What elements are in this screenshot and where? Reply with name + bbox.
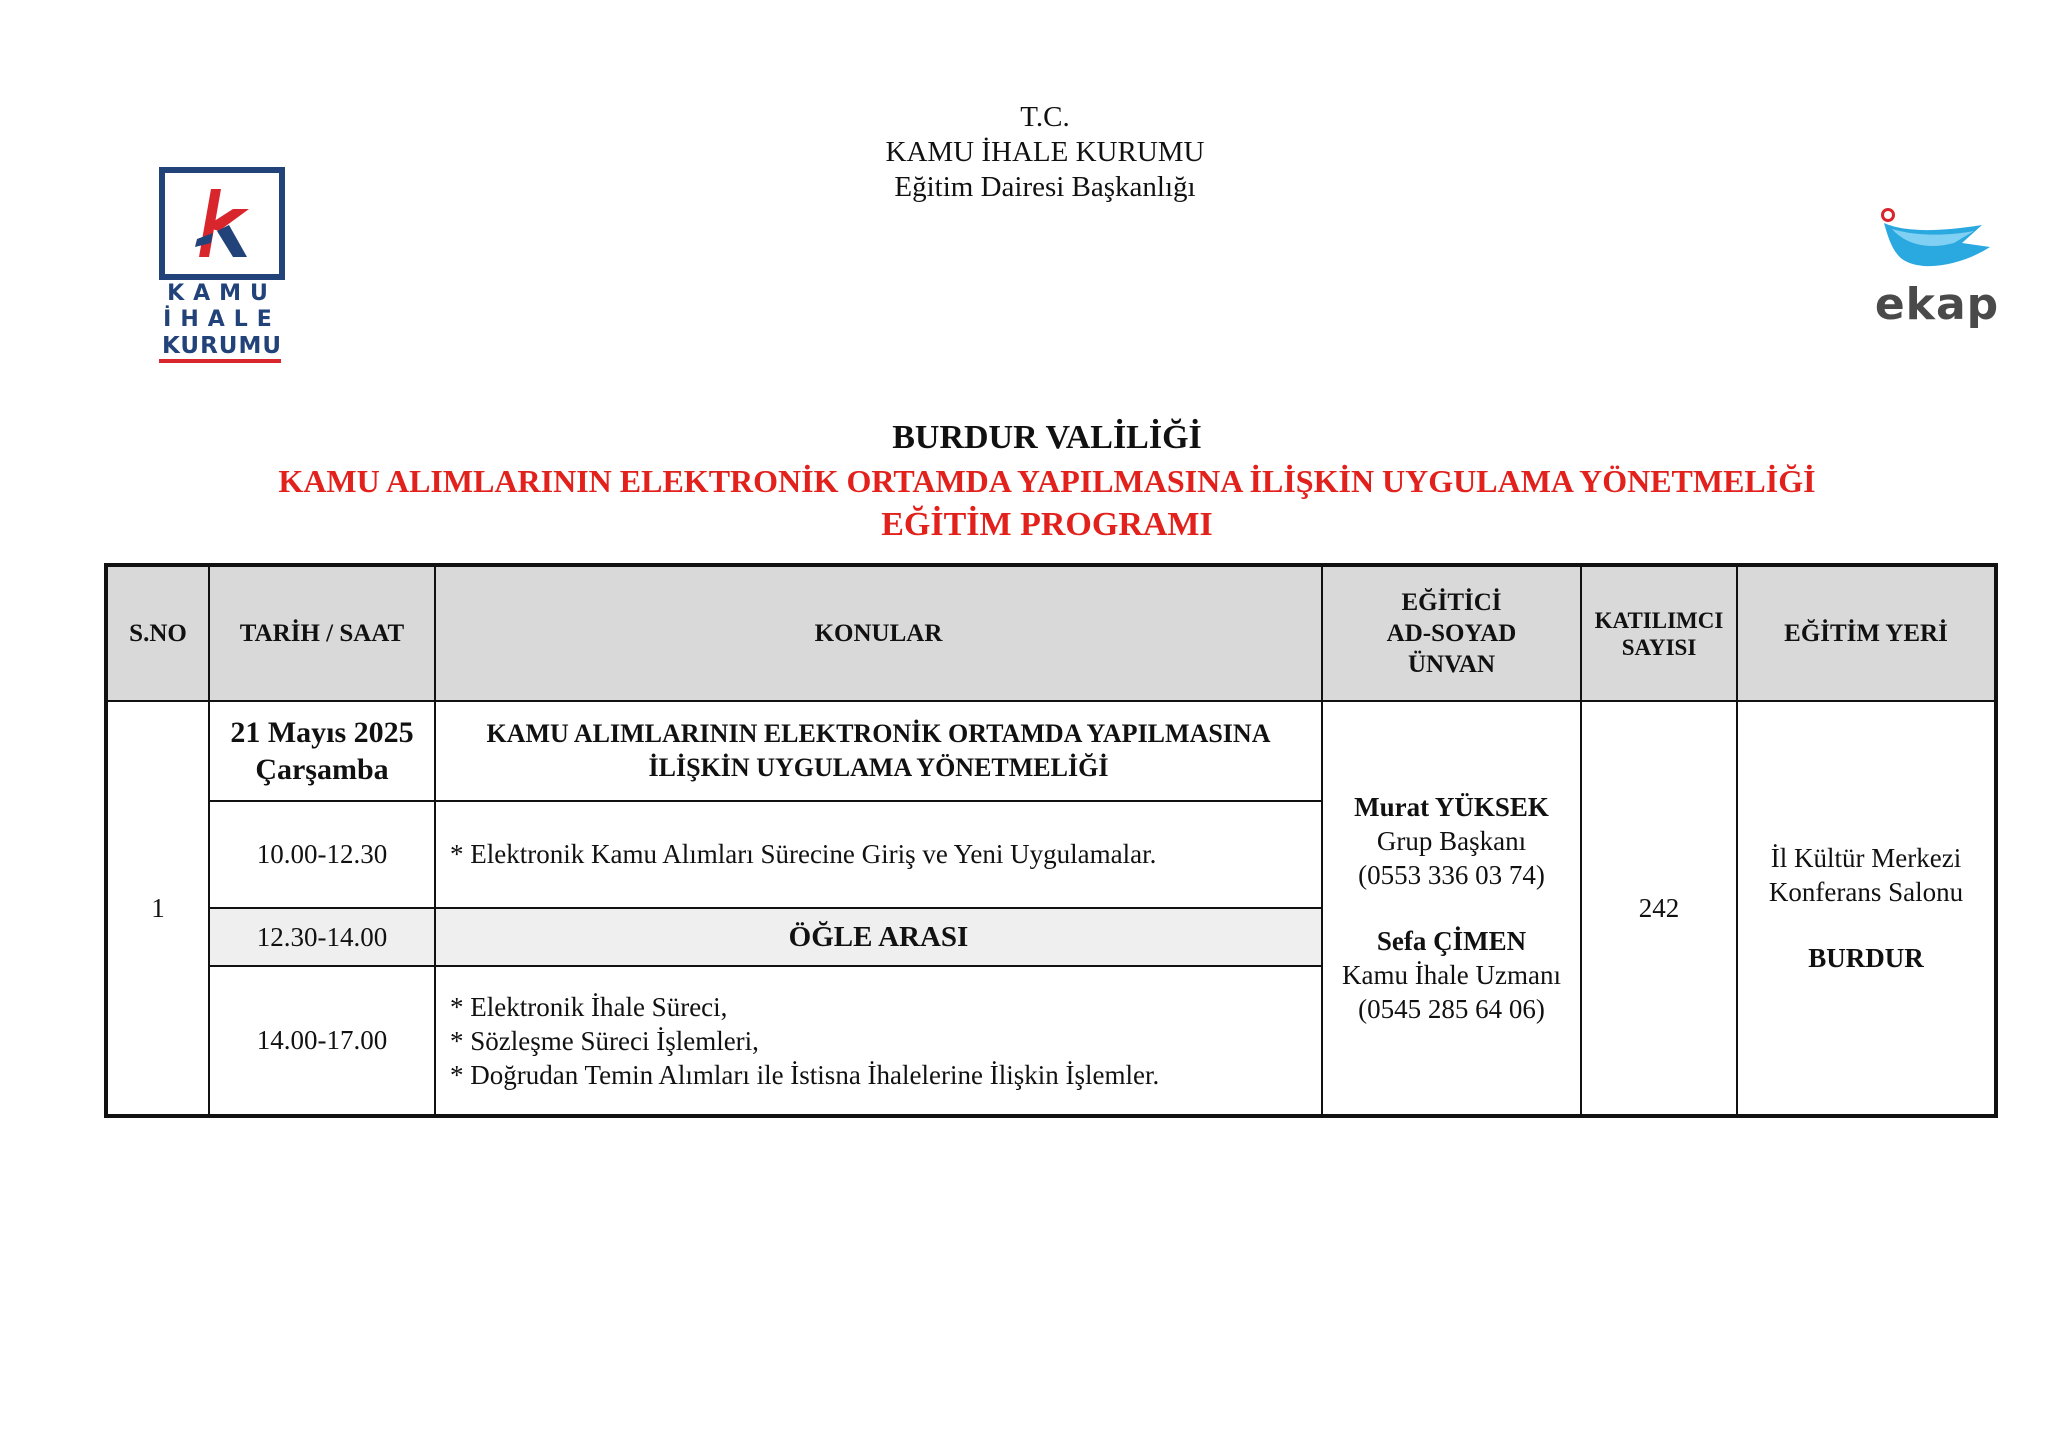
session-3-topics [435, 966, 1322, 1116]
header-participants [1581, 565, 1737, 701]
day-text: Çarşamba [255, 753, 389, 786]
document-header [0, 100, 2048, 205]
header-participants-line-2: SAYISI [1621, 634, 1697, 660]
kik-k-mark-icon [189, 187, 257, 259]
header-line-tc: T.C. [1020, 101, 1070, 133]
trainer-1-phone: (0553 336 03 74) [1358, 860, 1545, 890]
cell-date [209, 701, 435, 801]
ekap-bird-icon [1862, 203, 2012, 281]
trainer-1-name: Murat YÜKSEK [1354, 792, 1549, 822]
header-trainer-line-3: ÜNVAN [1407, 651, 1496, 678]
table-header-row [106, 565, 1996, 701]
session-2-topic: ÖĞLE ARASI [435, 908, 1322, 966]
training-program-table [104, 563, 1998, 1118]
header-topics: KONULAR [435, 565, 1322, 701]
cell-sno: 1 [106, 701, 209, 1116]
table-row-title [106, 701, 1996, 801]
kik-logo-underline [159, 359, 281, 363]
header-participants-line-1: KATILIMCI [1594, 607, 1724, 633]
location-city: BURDUR [1808, 943, 1924, 973]
topic-title-line-1: KAMU ALIMLARININ ELEKTRONİK ORTAMDA YAPILMASINA [486, 719, 1271, 748]
ekap-logo [1862, 203, 2012, 328]
header-line-department: Eğitim Dairesi Başkanlığı [894, 171, 1196, 203]
session-3-topic-2: * Sözleşme Süreci İşlemleri, [450, 1025, 759, 1056]
kik-logo-text-2: İHALE [163, 307, 281, 332]
cell-participants: 242 [1581, 701, 1737, 1116]
program-title: EĞİTİM PROGRAMI [881, 506, 1213, 543]
session-3-time: 14.00-17.00 [209, 966, 435, 1116]
regulation-title: KAMU ALIMLARININ ELEKTRONİK ORTAMDA YAPILMASINA İLİŞKİN UYGULAMA YÖNETMELİĞİ [278, 463, 1816, 499]
kik-logo-text-3: KURUMU [161, 333, 283, 359]
session-2-time: 12.30-14.00 [209, 908, 435, 966]
session-1-time: 10.00-12.30 [209, 801, 435, 908]
header-sno: S.NO [106, 565, 209, 701]
session-3-topic-1: * Elektronik İhale Süreci, [450, 991, 728, 1022]
document-titles [0, 417, 2048, 547]
trainer-spacer [1329, 892, 1574, 924]
trainer-1-title: Grup Başkanı [1376, 826, 1527, 856]
cell-trainers [1322, 701, 1581, 1116]
trainer-2-phone: (0545 285 64 06) [1358, 994, 1545, 1024]
kik-logo-text-1: KAMU [167, 281, 277, 306]
session-1-topic: * Elektronik Kamu Alımları Sürecine Giriş ve Yeni Uygulamalar. [435, 801, 1322, 908]
cell-topic-title [435, 701, 1322, 801]
location-line-1: İl Kültür Merkezi [1770, 843, 1962, 873]
kik-logo [159, 167, 285, 367]
trainer-2-name: Sefa ÇİMEN [1376, 926, 1527, 956]
cell-location [1737, 701, 1996, 1116]
ekap-logo-text: ekap [1874, 279, 2000, 330]
header-line-institution: KAMU İHALE KURUMU [885, 136, 1205, 168]
session-3-topic-3: * Doğrudan Temin Alımları ile İstisna İhalelerine İlişkin İşlemler. [450, 1059, 1160, 1090]
header-trainer-line-1: EĞİTİCİ [1401, 589, 1502, 616]
header-location: EĞİTİM YERİ [1737, 565, 1996, 701]
location-spacer [1744, 909, 1988, 941]
location-line-2: Konferans Salonu [1768, 877, 1964, 907]
header-trainer-line-2: AD-SOYAD [1386, 620, 1517, 647]
trainer-2-title: Kamu İhale Uzmanı [1342, 960, 1561, 990]
topic-title-line-2: İLİŞKİN UYGULAMA YÖNETMELİĞİ [648, 753, 1109, 782]
kik-logo-frame [159, 167, 285, 280]
header-date-time: TARİH / SAAT [209, 565, 435, 701]
institution-title: BURDUR VALİLİĞİ [892, 419, 1202, 456]
header-trainer [1322, 565, 1581, 701]
date-text: 21 Mayıs 2025 [230, 716, 414, 749]
